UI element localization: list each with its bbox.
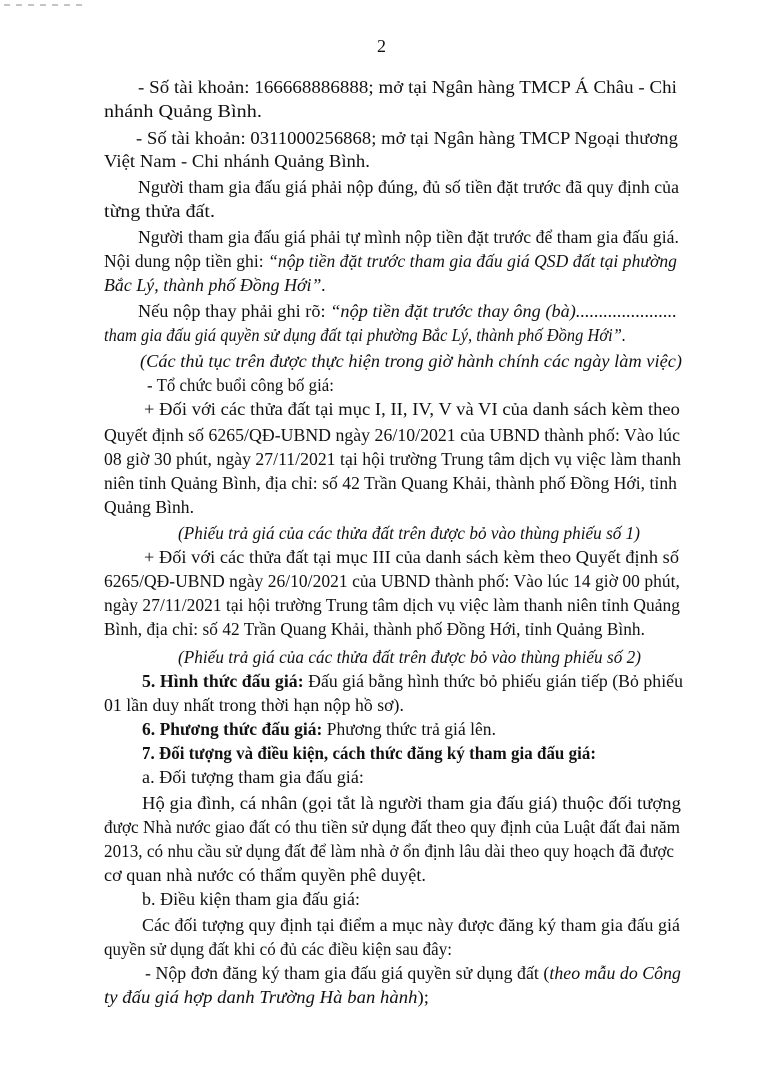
text-segment: Người tham gia đấu giá phải nộp đúng, đủ số tiền đặt trước đã quy định của bbox=[138, 177, 680, 197]
text-line bbox=[104, 250, 677, 272]
text-segment: “nộp tiền đặt trước tham gia đấu giá QSD đất tại phường bbox=[268, 251, 678, 271]
text-segment: Nội dung nộp tiền ghi: bbox=[104, 251, 269, 271]
text-segment: 2013, có nhu cầu sử dụng đất để làm nhà ở ổn định lâu dài theo quy hoạch đã được bbox=[104, 841, 675, 861]
text-segment: quyền sử dụng đất khi có đủ các điều kiện sau đây: bbox=[104, 939, 453, 959]
text-line bbox=[104, 938, 452, 960]
text-line bbox=[104, 274, 326, 296]
text-line bbox=[104, 200, 215, 222]
text-segment: (Các thủ tục trên được thực hiện trong giờ hành chính các ngày làm việc) bbox=[140, 351, 683, 371]
text-line bbox=[178, 522, 640, 544]
text-line bbox=[104, 472, 677, 494]
text-segment: Bắc Lý, thành phố Đồng Hới”. bbox=[104, 275, 327, 295]
text-line bbox=[142, 792, 681, 814]
text-line bbox=[104, 594, 680, 616]
text-line bbox=[144, 546, 679, 568]
text-segment: b. Điều kiện tham gia đấu giá: bbox=[142, 889, 361, 909]
text-segment: Đấu giá bằng hình thức bỏ phiếu gián tiếp (Bỏ phiếu bbox=[303, 671, 683, 691]
text-segment: Người tham gia đấu giá phải tự mình nộp tiền đặt trước để tham gia đấu giá. bbox=[138, 227, 680, 247]
text-line bbox=[104, 618, 645, 640]
text-line bbox=[142, 670, 683, 692]
text-segment: nhánh Quảng Bình. bbox=[104, 101, 262, 121]
text-line bbox=[147, 374, 334, 396]
text-segment: 7. Đối tượng và điều kiện, cách thức đăng ký tham gia đấu giá: bbox=[142, 743, 597, 763]
text-segment: + Đối với các thửa đất tại mục I, II, IV, V và VI của danh sách kèm theo bbox=[144, 399, 680, 419]
text-line bbox=[136, 127, 678, 149]
text-line bbox=[142, 914, 680, 936]
text-line bbox=[104, 424, 680, 446]
text-segment: - Số tài khoản: 166668886888; mở tại Ngân hàng TMCP Á Châu - Chi bbox=[138, 77, 677, 97]
text-segment: - Số tài khoản: 0311000256868; mở tại Ngân hàng TMCP Ngoại thương bbox=[136, 128, 678, 148]
text-segment: 5. Hình thức đấu giá: bbox=[142, 671, 304, 691]
text-line bbox=[142, 888, 360, 910]
text-line bbox=[104, 100, 262, 122]
text-line bbox=[104, 694, 404, 716]
text-line bbox=[145, 962, 681, 984]
text-segment: ngày 27/11/2021 tại hội trường Trung tâm dịch vụ việc làm thanh niên tỉnh Quảng bbox=[104, 595, 680, 615]
text-line bbox=[142, 766, 364, 788]
text-segment: 6265/QĐ-UBND ngày 26/10/2021 của UBND thành phố: Vào lúc 14 giờ 00 phút, bbox=[104, 571, 680, 591]
text-line bbox=[178, 646, 641, 668]
text-line bbox=[138, 226, 679, 248]
text-segment: ); bbox=[417, 987, 429, 1007]
text-segment: Việt Nam - Chi nhánh Quảng Bình. bbox=[104, 151, 371, 171]
text-segment: Quảng Bình. bbox=[104, 497, 195, 517]
text-segment: 6. Phương thức đấu giá: bbox=[142, 719, 323, 739]
text-segment: ty đấu giá hợp danh Trường Hà ban hành bbox=[104, 987, 418, 1007]
text-line bbox=[104, 840, 674, 862]
text-line bbox=[140, 350, 682, 372]
text-segment: Các đối tượng quy định tại điểm a mục này được đăng ký tham gia đấu giá bbox=[142, 915, 680, 935]
text-segment: (Phiếu trả giá của các thửa đất trên được bỏ vào thùng phiếu số 2) bbox=[178, 647, 642, 667]
text-segment: được Nhà nước giao đất có thu tiền sử dụng đất theo quy định của Luật đất đai năm bbox=[104, 817, 681, 837]
text-line bbox=[142, 742, 596, 764]
text-line bbox=[104, 324, 626, 346]
text-segment: (Phiếu trả giá của các thửa đất trên được bỏ vào thùng phiếu số 1) bbox=[178, 523, 641, 543]
text-line bbox=[104, 864, 426, 886]
text-segment: + Đối với các thửa đất tại mục III của danh sách kèm theo Quyết định số bbox=[144, 547, 680, 567]
text-line bbox=[138, 76, 677, 98]
text-line bbox=[104, 986, 429, 1008]
text-segment: 08 giờ 30 phút, ngày 27/11/2021 tại hội trường Trung tâm dịch vụ việc làm thanh bbox=[104, 449, 681, 469]
text-segment: cơ quan nhà nước có thẩm quyền phê duyệt. bbox=[104, 865, 426, 885]
page-number: 2 bbox=[377, 36, 386, 56]
text-line bbox=[144, 398, 680, 420]
scan-artifact bbox=[4, 4, 84, 6]
text-line bbox=[104, 448, 681, 470]
text-line bbox=[138, 300, 677, 322]
text-segment: 01 lần duy nhất trong thời hạn nộp hồ sơ). bbox=[104, 695, 404, 715]
text-segment: từng thửa đất. bbox=[104, 201, 216, 221]
text-segment: Bình, địa chỉ: số 42 Trần Quang Khải, thành phố Đồng Hới, tỉnh Quảng Bình. bbox=[104, 619, 645, 639]
text-line bbox=[104, 570, 680, 592]
text-line bbox=[138, 176, 679, 198]
text-line bbox=[104, 816, 680, 838]
text-segment: - Nộp đơn đăng ký tham gia đấu giá quyền sử dụng đất ( bbox=[145, 963, 550, 983]
text-line bbox=[104, 496, 194, 518]
text-segment: tham gia đấu giá quyền sử dụng đất tại phường Bắc Lý, thành phố Đồng Hới”. bbox=[104, 325, 627, 345]
text-segment: Phương thức trả giá lên. bbox=[322, 719, 496, 739]
text-segment: niên tỉnh Quảng Bình, địa chỉ: số 42 Trần Quang Khải, thành phố Đồng Hới, tỉnh bbox=[104, 473, 677, 493]
text-segment: a. Đối tượng tham gia đấu giá: bbox=[142, 767, 365, 787]
text-segment: Nếu nộp thay phải ghi rõ: bbox=[138, 301, 331, 321]
text-segment: Quyết định số 6265/QĐ-UBND ngày 26/10/2021 của UBND thành phố: Vào lúc bbox=[104, 425, 680, 445]
text-segment: Hộ gia đình, cá nhân (gọi tắt là người tham gia đấu giá) thuộc đối tượng bbox=[142, 793, 681, 813]
text-segment: “nộp tiền đặt trước thay ông (bà)...................... bbox=[330, 301, 678, 321]
text-line bbox=[104, 150, 370, 172]
text-segment: theo mẫu do Công bbox=[549, 963, 681, 983]
text-segment: - Tổ chức buổi công bố giá: bbox=[147, 375, 335, 395]
text-line bbox=[142, 718, 496, 740]
